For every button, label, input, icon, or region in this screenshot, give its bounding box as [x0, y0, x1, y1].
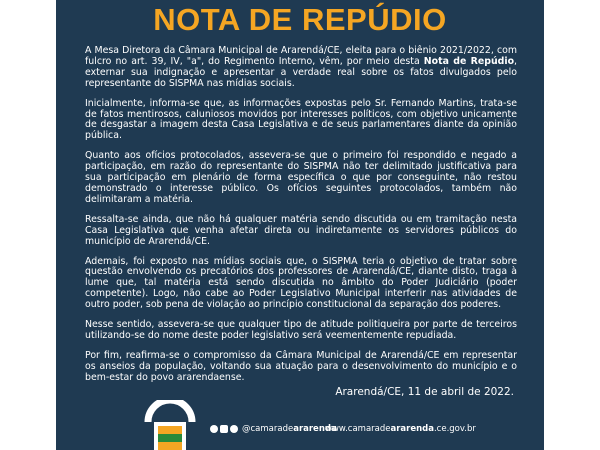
paragraph-4: Ressalta-se ainda, que não há qualquer matéria sendo discutida ou em tramitação nesta Casa Legislativa que venha afetar direta ou indiretamente os servidores públicos do município de Ararendá/CE. — [85, 213, 517, 247]
paragraph-3: Quanto aos ofícios protocolados, assevera-se que o primeiro foi respondido e negado a participação, em razão do representante do SISPMA não ter delimitado justificativa para sua participação em plenário de forma específica o que por conseguinte, não restou demonstrado o interesse público. Os ofícios seguintes protocolados, também não delimitaram a matéria. — [85, 150, 517, 205]
social-bold: ararenda — [293, 424, 337, 434]
social-prefix: @camarade — [242, 424, 294, 434]
document-body — [85, 46, 517, 393]
right-margin — [544, 0, 600, 450]
paragraph-1 — [85, 46, 517, 90]
paragraph-1-bold: Nota de Repúdio — [423, 55, 515, 67]
paragraph-2: Inicialmente, informa-se que, as informações expostas pelo Sr. Fernando Martins, trata-se de fatos mentirosos, caluniosos movidos por interesses políticos, com objetivo unicamente de desgastar a imagem desta Casa Legislativa e de seus parlamentares diante da opinião pública. — [85, 97, 517, 142]
web-suffix: .ce.gov.br — [433, 424, 476, 434]
footer — [140, 400, 476, 450]
facebook-icon — [210, 425, 218, 433]
web-prefix: www.camarade — [325, 424, 391, 434]
instagram-icon — [220, 425, 228, 433]
paragraph-1-text-b: , externar sua indignação e apresentar a verdade real sobre os fatos divulgados pelo representante do SISPMA nas mídias sociais. — [85, 55, 517, 89]
paragraph-6: Nesse sentido, assevera-se que qualquer tipo de atitude politiqueira por parte de terceiros utilizando-se do nome deste poder legislativo será veementemente repudiada. — [85, 319, 517, 341]
page-title: NOTA DE REPÚDIO — [153, 2, 447, 37]
paragraph-5: Ademais, foi exposto nas mídias sociais que, o SISPMA teria o objetivo de tratar sobre questão envolvendo os precatórios dos professores de Ararendá/CE, diante disto, traga à lume que, tal matéria está sendo discutida no âmbito do Poder Judiciário (poder competente). Logo, não cabe ao Poder Legislativo Municipal interferir nas atividades de outro poder, sob pena de violação ao princípio constitucional da separação dos poderes. — [85, 255, 517, 311]
paragraph-7: Por fim, reafirma-se o compromisso da Câmara Municipal de Ararendá/CE em representar os anseios da população, voltando sua atuação para o desenvolvimento do município e o bem-estar do povo ararendaense. — [85, 349, 517, 383]
website-link — [325, 424, 476, 434]
left-margin — [0, 0, 56, 450]
web-bold: ararenda — [390, 424, 434, 434]
paragraph-1-text-a: A Mesa Diretora da Câmara Municipal de Ararendá/CE, eleita para o biênio 2021/2022, com fulcro no art. 39, IV, "a", do Regimento Interno, vêm, por meio desta — [85, 45, 517, 67]
camara-logo-icon — [140, 400, 200, 450]
social-handle — [210, 424, 337, 434]
dateline: Ararendá/CE, 11 de abril de 2022. — [335, 386, 514, 398]
youtube-icon — [230, 425, 238, 433]
social-icons — [210, 425, 238, 433]
